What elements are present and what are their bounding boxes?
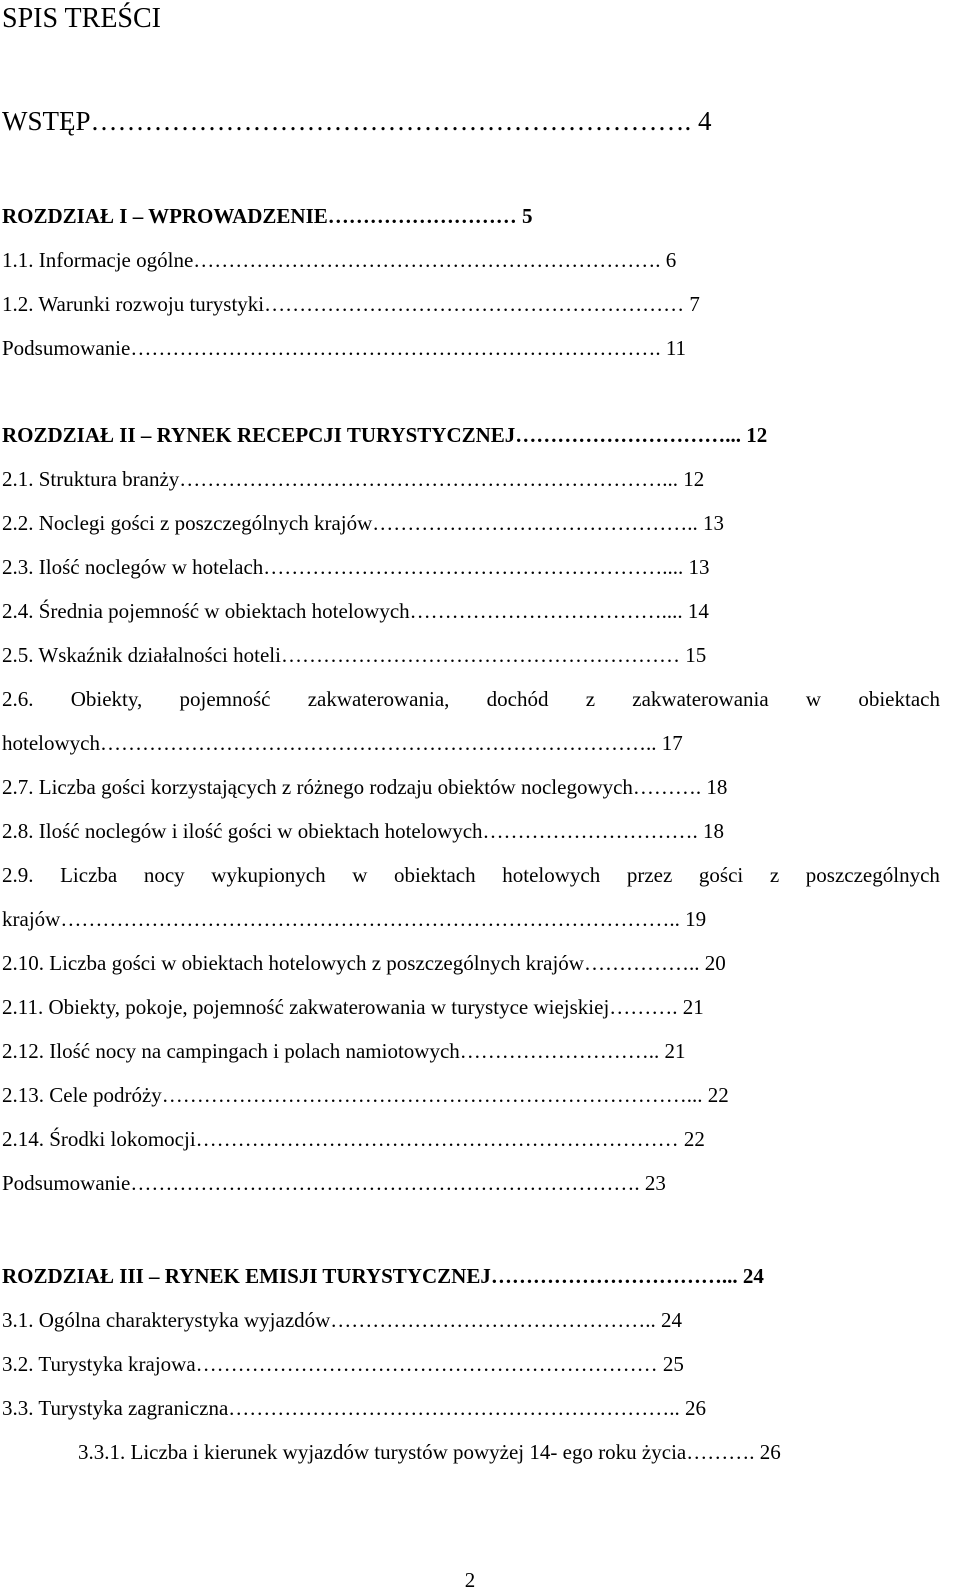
- word: z: [769, 863, 780, 887]
- page-number: 2: [464, 1568, 476, 1592]
- word: gości: [698, 863, 744, 887]
- word: dochód: [486, 687, 549, 711]
- toc-entry: 3.2. Turystyka krajowa………………………………………………………… 25: [2, 1352, 684, 1376]
- toc-entry: 2.13. Cele podróży…………………………………………………………………... 22: [2, 1083, 729, 1107]
- toc-entry: Podsumowanie…………………………………………………………………. 11: [2, 336, 687, 360]
- toc-entry: 2.11. Obiekty, pokoje, pojemność zakwaterowania w turystyce wiejskiej………. 21: [2, 995, 704, 1019]
- toc-entry: 2.4. Średnia pojemność w obiektach hotelowych……………………………….... 14: [2, 599, 709, 623]
- toc-entry: 2.12. Ilość nocy na campingach i polach namiotowych……………………….. 21: [2, 1039, 686, 1063]
- toc-entry: 2.5. Wskaźnik działalności hoteli………………………………………………… 15: [2, 643, 707, 667]
- toc-chapter-1: ROZDZIAŁ I – WPROWADZENIE……………………… 5: [2, 204, 533, 228]
- toc-entry-justified: [2, 684, 940, 714]
- toc-chapter-2: ROZDZIAŁ II – RYNEK RECEPCJI TURYSTYCZNEJ…………………………... 12: [2, 423, 768, 447]
- word: Liczba: [60, 863, 118, 887]
- toc-entry: 2.10. Liczba gości w obiektach hotelowych z poszczególnych krajów…………….. 20: [2, 951, 726, 975]
- word: zakwaterowania: [632, 687, 769, 711]
- toc-entry: 2.1. Struktura branży……………………………………………………………... 12: [2, 467, 705, 491]
- word: hotelowych: [502, 863, 601, 887]
- toc-entry-intro: WSTĘP…………………………………………………………. 4: [2, 106, 712, 136]
- word: pojemność: [179, 687, 271, 711]
- toc-chapter-3: ROZDZIAŁ III – RYNEK EMISJI TURYSTYCZNEJ……………………………... 24: [2, 1264, 764, 1288]
- toc-entry: 2.7. Liczba gości korzystających z różnego rodzaju obiektów noclegowych………. 18: [2, 775, 728, 799]
- word: w: [352, 863, 368, 887]
- toc-entry: 2.2. Noclegi gości z poszczególnych krajów……………………………………….. 13: [2, 511, 725, 535]
- toc-entry: 1.2. Warunki rozwoju turystyki…………………………………………………… 7: [2, 292, 700, 316]
- word: 2.6.: [2, 687, 34, 711]
- toc-entry: 2.3. Ilość noclegów w hotelach………………………………………………….... 13: [2, 555, 710, 579]
- word: Obiekty,: [70, 687, 143, 711]
- toc-entry: 2.14. Środki lokomocji…………………………………………………………… 22: [2, 1127, 705, 1151]
- word: przez: [626, 863, 673, 887]
- toc-entry: 2.8. Ilość noclegów i ilość gości w obiektach hotelowych…………………………. 18: [2, 819, 725, 843]
- toc-entry: 3.1. Ogólna charakterystyka wyjazdów……………………………………….. 24: [2, 1308, 683, 1332]
- toc-entry: 1.1. Informacje ogólne…………………………………………………………. 6: [2, 248, 677, 272]
- toc-entry: hotelowych…………………………………………………………………….. 17: [2, 731, 683, 755]
- word: poszczególnych: [805, 863, 940, 887]
- toc-entry: Podsumowanie………………………………………………………………. 23: [2, 1171, 666, 1195]
- word: nocy: [143, 863, 185, 887]
- word: 2.9.: [2, 863, 34, 887]
- toc-entry: krajów…………………………………………………………………………….. 19: [2, 907, 707, 931]
- word: w: [805, 687, 822, 711]
- word: zakwaterowania,: [307, 687, 450, 711]
- toc-entry-justified: [2, 860, 940, 890]
- toc-entry: 3.3. Turystyka zagraniczna……………………………………………………….. 26: [2, 1396, 707, 1420]
- word: obiektach: [858, 687, 940, 711]
- word: obiektach: [394, 863, 476, 887]
- word: z: [585, 687, 596, 711]
- toc-subentry: 3.3.1. Liczba i kierunek wyjazdów turystów powyżej 14- ego roku życia………. 26: [78, 1440, 781, 1464]
- page-title: SPIS TREŚCI: [2, 3, 161, 34]
- word: wykupionych: [211, 863, 326, 887]
